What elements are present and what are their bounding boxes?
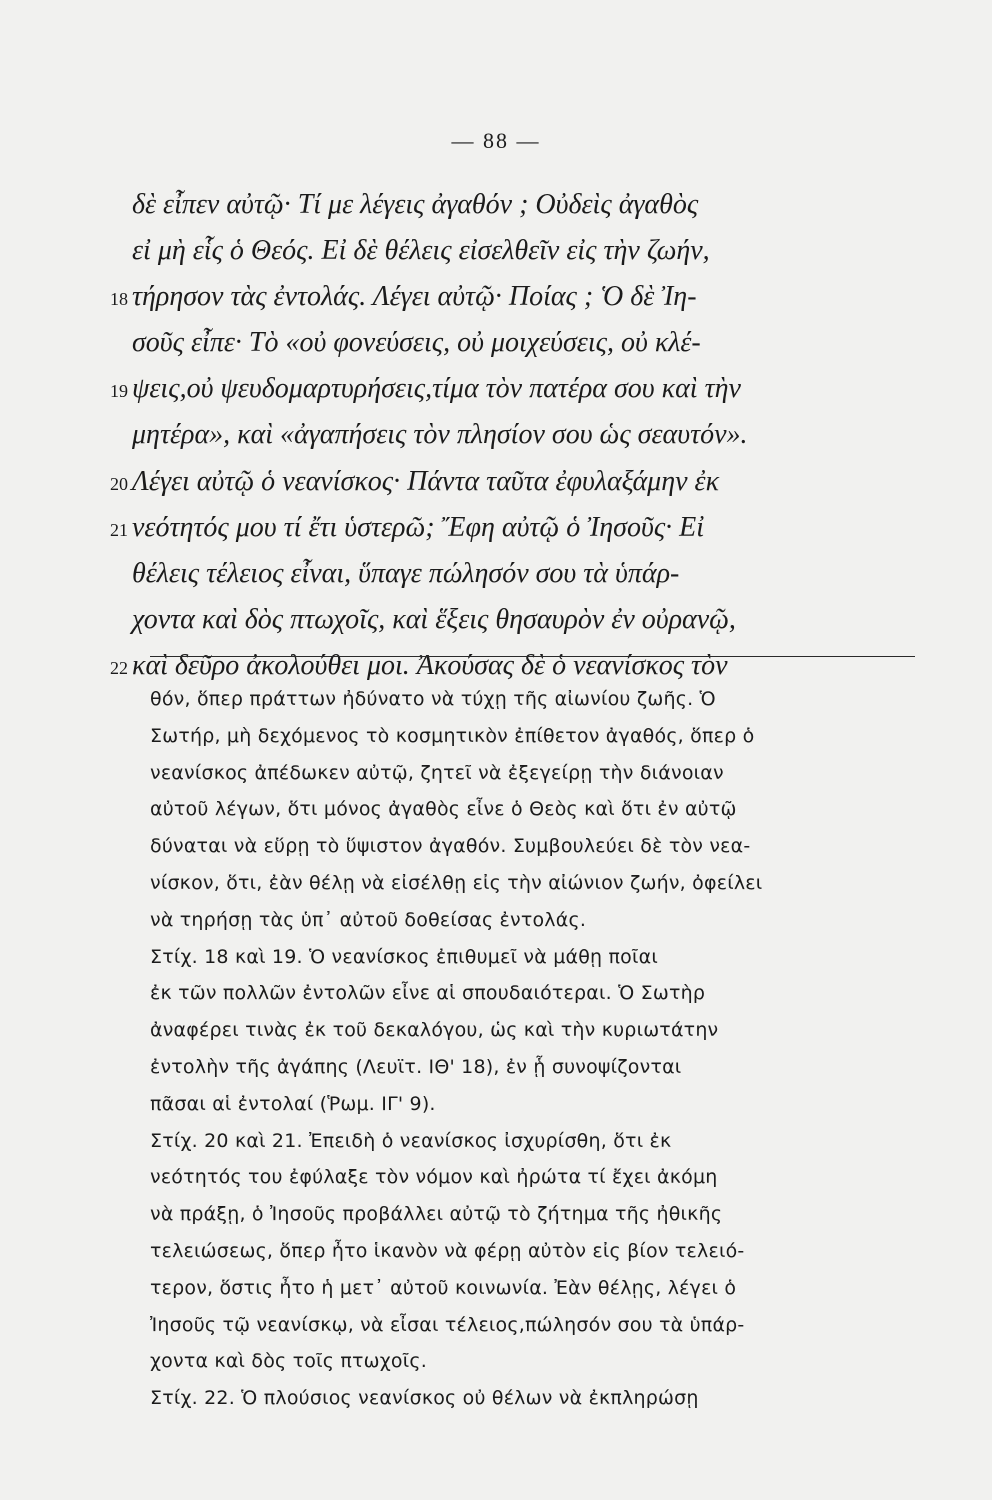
verse-number: 21 — [110, 519, 128, 540]
commentary-line: νίσκον, ὅτι, ἐὰν θέλῃ νὰ εἰσέλθῃ εἰς τὴν αἰώνιον ζωήν, ὀφείλει — [150, 871, 763, 894]
main-line-text: νεότητός μου τί ἔτι ὑστερῶ; Ἔφη αὐτῷ ὁ Ἰησοῦς· Εἰ — [132, 511, 705, 543]
page-number: — 88 — — [451, 128, 541, 153]
commentary-line: τερον, ὅστις ἦτο ἡ μετ᾽ αὐτοῦ κοινωνία. Ἐὰν θέλῃς, λέγει ὁ — [150, 1276, 737, 1299]
commentary-line: Στίχ. 20 καὶ 21. Ἐπειδὴ ὁ νεανίσκος ἰσχυρίσθη, ὅτι ἐκ — [150, 1129, 672, 1152]
commentary-line: πᾶσαι αἱ ἐντολαί (Ῥωμ. ΙΓ' 9). — [150, 1092, 436, 1115]
main-text-block — [110, 182, 932, 689]
main-line-text: τήρησον τὰς ἐντολάς. Λέγει αὐτῷ· Ποίας ; Ὁ δὲ Ἰη- — [132, 281, 697, 313]
commentary-line: νεότητός του ἐφύλαξε τὸν νόμον καὶ ἠρώτα τί ἔχει ἀκόμη — [150, 1166, 718, 1189]
footnote-divider — [150, 656, 915, 657]
main-line-text: εἰ μὴ εἷς ὁ Θεός. Εἰ δὲ θέλεις εἰσελθεῖν εἰς τὴν ζωήν, — [132, 235, 710, 267]
commentary-line: ἀναφέρει τινὰς ἐκ τοῦ δεκαλόγου, ὡς καὶ τὴν κυριωτάτην — [150, 1019, 719, 1042]
commentary-line: θόν, ὅπερ πράττων ἠδύνατο νὰ τύχῃ τῆς αἰωνίου ζωῆς. Ὁ — [150, 688, 716, 710]
main-line — [132, 412, 932, 458]
commentary-line: νεανίσκος ἀπέδωκεν αὐτῷ, ζητεῖ νὰ ἐξεγείρῃ τὴν διάνοιαν — [150, 761, 724, 784]
commentary-line: νὰ τηρήσῃ τὰς ὑπ᾽ αὐτοῦ δοθείσας ἐντολάς. — [150, 908, 587, 931]
commentary-line: ἐντολὴν τῆς ἀγάπης (Λευϊτ. ΙΘ' 18), ἐν ᾗ συνοψίζονται — [150, 1055, 682, 1078]
main-line — [132, 551, 932, 597]
main-line — [132, 597, 932, 643]
commentary-line: Στίχ. 22. Ὁ πλούσιος νεανίσκος οὐ θέλων νὰ ἐκπληρώσῃ — [150, 1387, 699, 1410]
commentary-line: ἐκ τῶν πολλῶν ἐντολῶν εἶνε αἱ σπουδαιότεραι. Ὁ Σωτὴρ — [150, 982, 706, 1005]
verse-number: 18 — [110, 289, 128, 310]
main-line-text: θέλεις τέλειος εἶναι, ὕπαγε πώλησόν σου τὰ ὑπάρ- — [132, 557, 680, 589]
main-line-text: χοντα καὶ δὸς πτωχοῖς, καὶ ἕξεις θησαυρὸν ἐν οὐρανῷ, — [132, 603, 736, 635]
main-line — [110, 459, 932, 505]
main-line — [132, 228, 932, 274]
main-line-text: καὶ δεῦρο ἀκολούθει μοι. Ἀκούσας δὲ ὁ νεανίσκος τὸν — [132, 649, 728, 681]
commentary-line: δύναται νὰ εὕρῃ τὸ ὕψιστον ἀγαθόν. Συμβουλεύει δὲ τὸν νεα- — [150, 835, 751, 858]
commentary-line: Σωτήρ, μὴ δεχόμενος τὸ κοσμητικὸν ἐπίθετον ἀγαθός, ὅπερ ὁ — [150, 724, 755, 747]
commentary-line: αὐτοῦ λέγων, ὅτι μόνος ἀγαθὸς εἶνε ὁ Θεὸς καὶ ὅτι ἐν αὐτῷ — [150, 798, 737, 821]
verse-number: 19 — [110, 381, 128, 402]
main-line-text: Λέγει αὐτῷ ὁ νεανίσκος· Πάντα ταῦτα ἐφυλαξάμην ἐκ — [132, 465, 720, 497]
main-line-text: δὲ εἶπεν αὐτῷ· Τί με λέγεις ἀγαθόν ; Οὐδεὶς ἀγαθὸς — [132, 189, 699, 220]
main-line-text: σοῦς εἶπε· Τὸ «οὐ φονεύσεις, οὐ μοιχεύσεις, οὐ κλέ- — [132, 327, 701, 359]
commentary-line: Στίχ. 18 καὶ 19. Ὁ νεανίσκος ἐπιθυμεῖ νὰ μάθῃ ποῖαι — [150, 945, 658, 968]
commentary-block — [150, 681, 930, 1417]
main-line — [110, 274, 932, 320]
main-line — [110, 366, 932, 412]
commentary-line: Ἰησοῦς τῷ νεανίσκῳ, νὰ εἶσαι τέλειος,πώλησόν σου τὰ ὑπάρ- — [150, 1313, 745, 1336]
commentary-line: νὰ πράξῃ, ὁ Ἰησοῦς προβάλλει αὐτῷ τὸ ζήτημα τῆς ἠθικῆς — [150, 1203, 723, 1226]
main-line-text: μητέρα», καὶ «ἀγαπήσεις τὸν πλησίον σου ὡς σεαυτόν». — [132, 419, 748, 451]
verse-number: 20 — [110, 473, 128, 494]
main-line-text: ψεις,οὐ ψευδομαρτυρήσεις,τίμα τὸν πατέρα σου καὶ τὴν — [132, 373, 741, 405]
main-line — [110, 505, 932, 551]
main-line — [132, 182, 932, 228]
commentary-line: τελειώσεως, ὅπερ ἦτο ἱκανὸν νὰ φέρῃ αὐτὸν εἰς βίον τελειό- — [150, 1239, 745, 1262]
verse-number: 22 — [110, 657, 128, 678]
commentary-line: χοντα καὶ δὸς τοῖς πτωχοῖς. — [150, 1350, 427, 1373]
main-line — [132, 320, 932, 366]
